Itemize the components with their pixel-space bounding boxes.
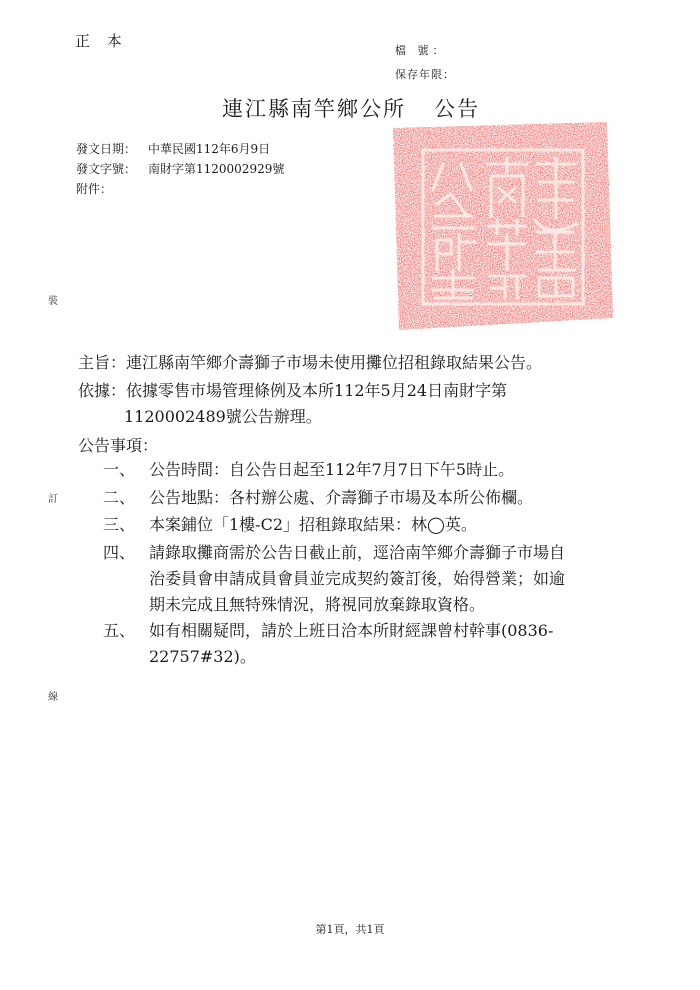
- subject-label: 主旨：: [78, 353, 127, 372]
- notice-heading: 公告事項：: [78, 436, 159, 455]
- notice-item: [103, 618, 553, 644]
- file-number-label: 檔 號：: [395, 44, 448, 57]
- notice-item-text: 如有相關疑問，請於上班日洽本所財經課曾村幹事(0836-: [149, 621, 554, 640]
- issue-number-label: 發文字號：: [76, 162, 137, 176]
- retention-period-label: 保存年限：: [395, 68, 455, 81]
- notice-item: [103, 512, 477, 538]
- issue-date-label: 發文日期：: [76, 142, 137, 156]
- agency-name: 連江縣南竿鄉公所: [222, 97, 406, 121]
- official-seal: [387, 120, 615, 332]
- issue-number-row: [76, 160, 284, 177]
- notice-item: [103, 540, 565, 566]
- document-type: 公告: [434, 97, 480, 121]
- notice-item-continuation: 22757#32)。: [149, 647, 256, 666]
- issue-date-row: [76, 140, 270, 157]
- copy-mark: 正 本: [75, 32, 128, 50]
- notice-item-continuation: 期未完成且無特殊情況，將視同放棄錄取資格。: [149, 595, 486, 614]
- notice-item-continuation: 治委員會申請成員會員並完成契約簽訂後，始得營業；如逾: [149, 569, 566, 588]
- notice-item-number: 四、: [103, 543, 136, 562]
- notice-item-number: 二、: [103, 488, 136, 507]
- notice-item-text: 公告地點：各村辦公處、介壽獅子市場及本所公佈欄。: [149, 488, 534, 507]
- notice-item-text: 本案鋪位「1樓-C2」招租錄取結果：林◯英。: [149, 515, 477, 534]
- notice-item-text: 公告時間：自公告日起至112年7月7日下午5時止。: [149, 460, 515, 479]
- basis-text-1: 依據零售市場管理條例及本所112年5月24日南財字第: [126, 381, 508, 400]
- issue-date-value: 中華民國112年6月9日: [148, 142, 271, 156]
- notice-item: [103, 457, 514, 483]
- binding-mark-3: 線: [48, 692, 58, 703]
- basis-text-2: 1120002489號公告辦理。: [124, 407, 322, 426]
- binding-mark-1: 裝: [48, 296, 58, 307]
- subject-line: [78, 350, 542, 376]
- attachment-row: [76, 180, 148, 197]
- notice-item-number: 五、: [103, 621, 136, 640]
- issue-number-value: 南財字第1120002929號: [148, 162, 285, 176]
- notice-item-number: 三、: [103, 515, 136, 534]
- basis-label: 依據：: [78, 381, 127, 400]
- binding-mark-2: 訂: [48, 494, 58, 505]
- document-title: [222, 93, 480, 123]
- basis-line: [78, 378, 507, 404]
- notice-item: [103, 485, 533, 511]
- page-number: 第1頁，共1頁: [315, 923, 385, 936]
- attachment-label: 附件：: [76, 182, 113, 196]
- subject-text: 連江縣南竿鄉介壽獅子市場未使用攤位招租錄取結果公告。: [126, 353, 543, 372]
- notice-item-number: 一、: [103, 460, 136, 479]
- notice-item-text: 請錄取攤商需於公告日截止前，逕洽南竿鄉介壽獅子市場自: [149, 543, 566, 562]
